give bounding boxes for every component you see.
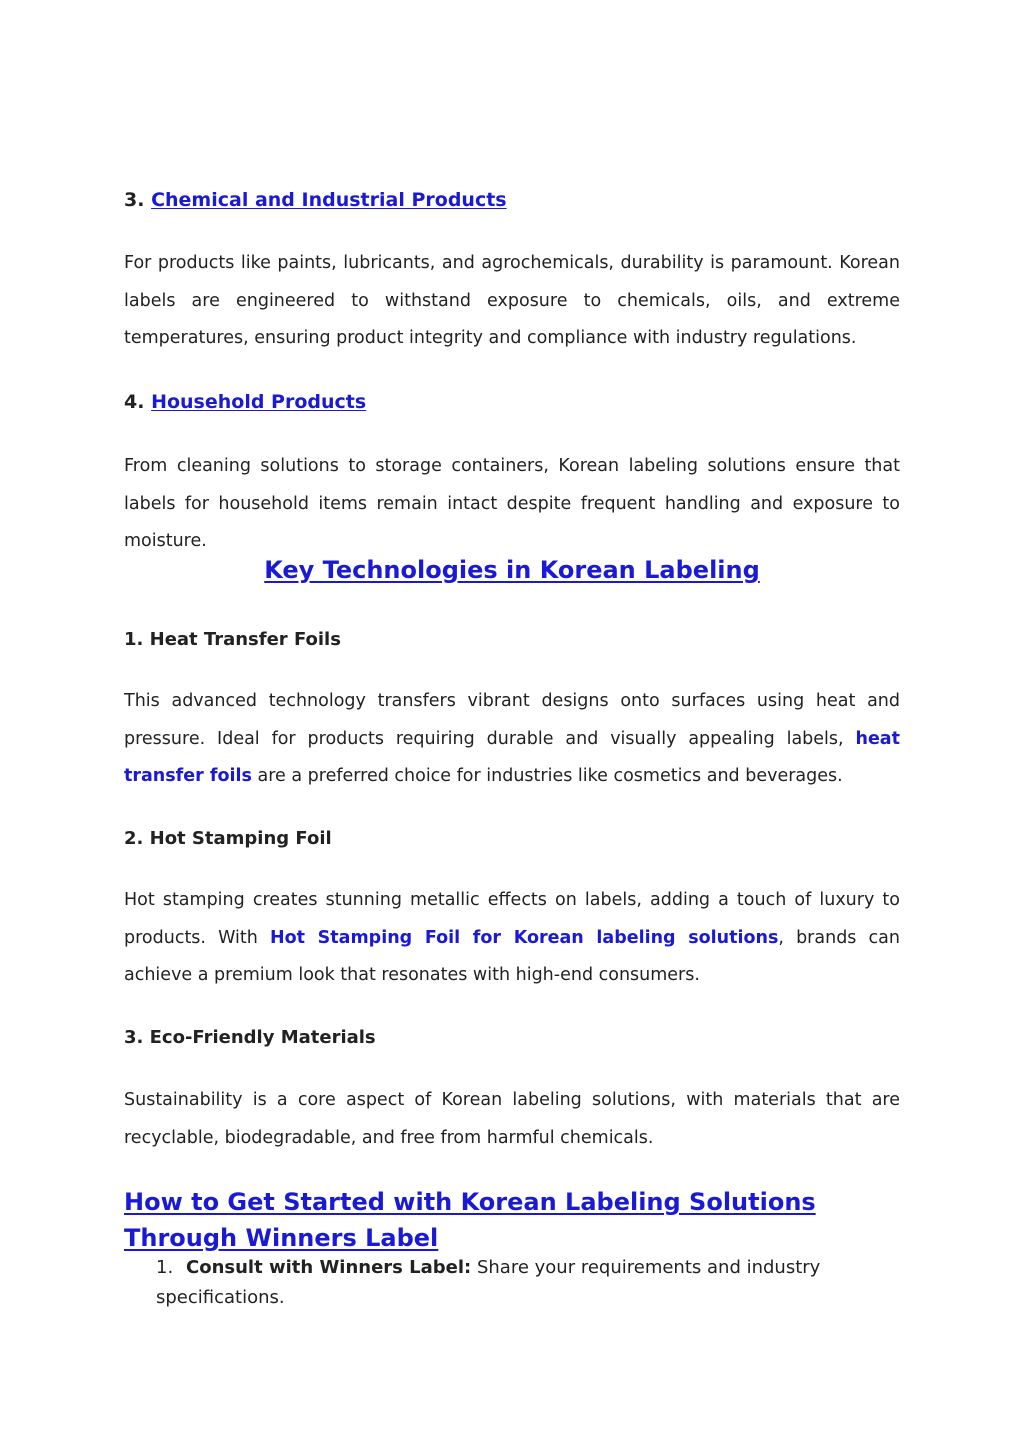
household-products-link[interactable]: Household Products: [151, 391, 367, 413]
key-technologies-title: [124, 552, 900, 588]
get-started-title: [124, 1184, 900, 1256]
chemical-products-paragraph: For products like paints, lubricants, and agrochemicals, durability is paramount. Korean labels are engineered to withstand exposure to chemicals, oils, and extreme temperatures, ensuring product integrity and compliance with industry regulations.: [124, 253, 900, 348]
heat-transfer-text-after: are a preferred choice for industries like cosmetics and beverages.: [251, 766, 843, 786]
heat-transfer-foils-heading: 1. Heat Transfer Foils: [124, 629, 341, 650]
hot-stamping-text-before: Hot stamping creates stunning metallic effects on labels, adding a touch of luxury to products. With: [124, 890, 900, 948]
chemical-products-heading: [124, 184, 900, 216]
eco-friendly-materials-paragraph: Sustainability is a core aspect of Korean labeling solutions, with materials that are recyclable, biodegradable, and free from harmful chemicals.: [124, 1090, 900, 1148]
hot-stamping-text-after: , brands can achieve a premium look that resonates with high-end consumers.: [124, 927, 900, 985]
household-products-number: 4.: [124, 391, 145, 413]
get-started-link[interactable]: How to Get Started with Korean Labeling Solutions Through Winners Label: [124, 1188, 816, 1252]
get-started-step: [124, 1253, 932, 1313]
step-bold-label: Consult with Winners Label:: [186, 1257, 472, 1278]
step-number: 1.: [156, 1257, 174, 1278]
hot-stamping-foil-heading: 2. Hot Stamping Foil: [124, 828, 332, 849]
chemical-products-link[interactable]: Chemical and Industrial Products: [151, 189, 507, 211]
chemical-products-number: 3.: [124, 189, 145, 211]
key-technologies-link[interactable]: Key Technologies in Korean Labeling: [264, 556, 760, 584]
household-products-heading: [124, 386, 900, 418]
heat-transfer-foils-paragraph: [124, 683, 900, 796]
eco-friendly-materials-heading: 3. Eco-Friendly Materials: [124, 1027, 376, 1048]
hot-stamping-foil-link[interactable]: Hot Stamping Foil for Korean labeling solutions: [269, 927, 779, 948]
household-products-paragraph: From cleaning solutions to storage containers, Korean labeling solutions ensure that labels for household items remain intact despite frequent handling and exposure to moisture.: [124, 456, 900, 551]
hot-stamping-foil-paragraph: [124, 882, 900, 995]
heat-transfer-text-before: This advanced technology transfers vibrant designs onto surfaces using heat and pressure. Ideal for products requiring durable and visually appealing labels,: [124, 691, 900, 749]
step-text: Share your requirements and industry specifications.: [156, 1257, 821, 1308]
heat-transfer-foils-link[interactable]: heat transfer foils: [124, 728, 900, 786]
